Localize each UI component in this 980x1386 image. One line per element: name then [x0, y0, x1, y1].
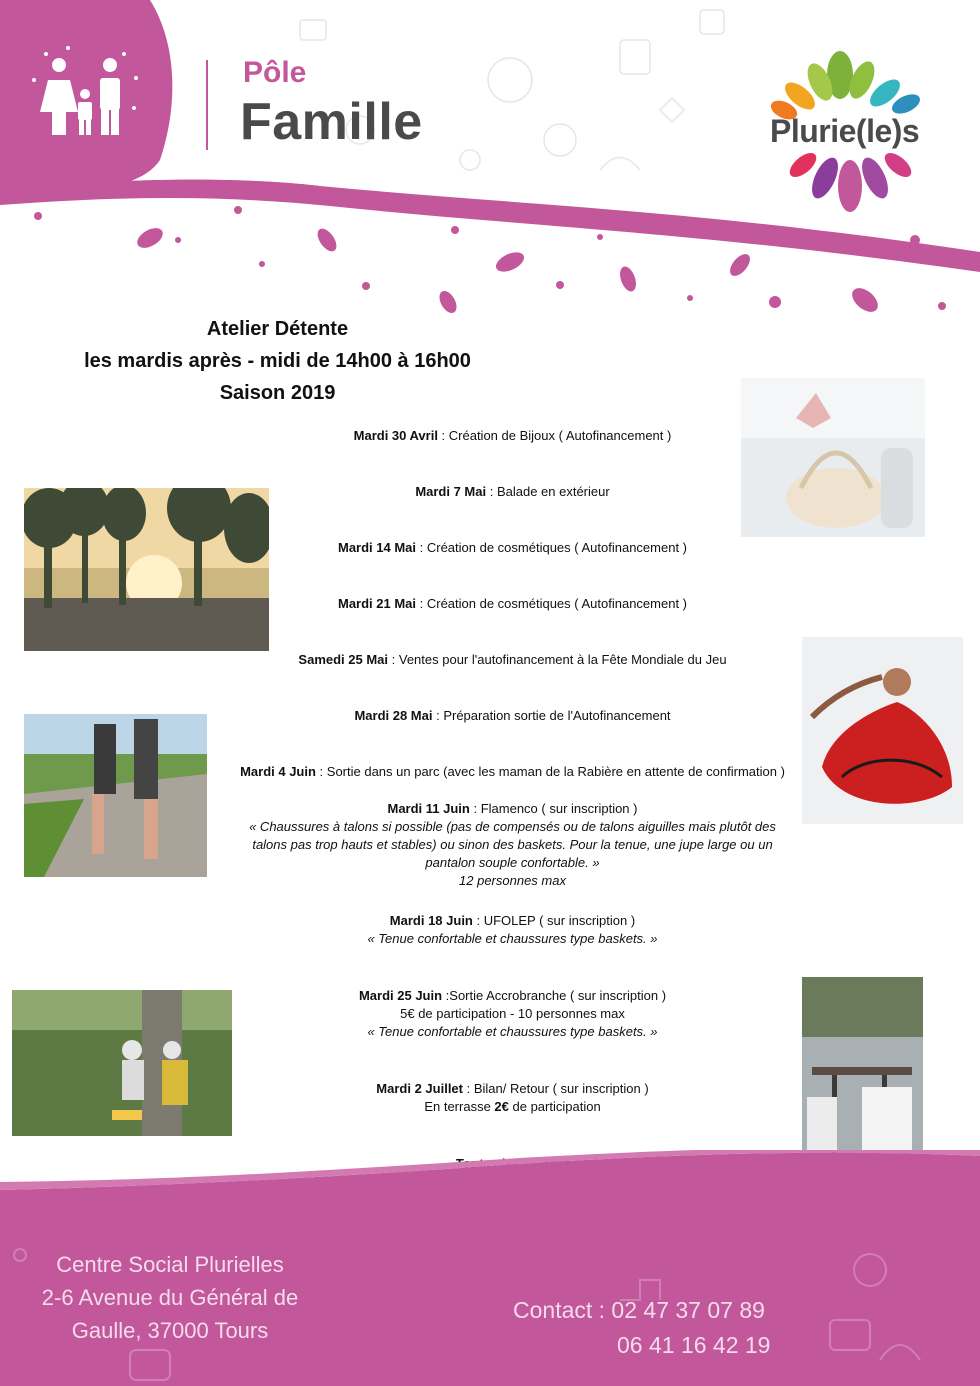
- address-line3: Gaulle, 37000 Tours: [71, 1318, 269, 1343]
- event-text: : Création de Bijoux ( Autofinancement ): [437, 428, 672, 443]
- event-item: [180, 651, 845, 669]
- event-text: : Sortie dans un parc (avec les maman de la Rabière en attente de confirmation ): [315, 764, 785, 779]
- contact-phone-1: Contact : 02 47 37 07 89: [513, 1297, 765, 1323]
- event-date: Mardi 28 Mai: [354, 708, 433, 723]
- event-item-accrobranche: [180, 987, 845, 1041]
- event-note: En terrasse 2€ de participation: [424, 1099, 601, 1114]
- title-line1: Atelier Détente: [206, 318, 349, 340]
- event-note: 12 personnes max: [459, 873, 566, 888]
- event-date: Samedi 25 Mai: [298, 652, 389, 667]
- event-item: [180, 539, 845, 557]
- event-item: [180, 427, 845, 445]
- event-date: Mardi 14 Mai: [337, 540, 417, 555]
- event-text: : Création de cosmétiques ( Autofinancement ): [416, 540, 687, 555]
- event-text: : Création de cosmétiques ( Autofinancement ): [416, 596, 687, 611]
- event-text: : Bilan/ Retour ( sur inscription ): [463, 1081, 649, 1096]
- event-date: Mardi 18 Juin: [389, 913, 473, 928]
- contact-phone-2: 06 41 16 42 19: [617, 1332, 771, 1358]
- event-date: Mardi 4 Juin: [240, 764, 316, 779]
- footer-address: [20, 1248, 320, 1347]
- event-date: Mardi 21 Mai: [337, 596, 417, 611]
- address-line2: 2-6 Avenue du Général de: [41, 1285, 299, 1310]
- event-text: :Sortie Accrobranche ( sur inscription ): [442, 988, 667, 1003]
- title-line2: les mardis après - midi de 14h00 à 16h00: [84, 350, 471, 372]
- event-date: Mardi 30 Avril: [353, 428, 438, 443]
- event-text: : Balade en extérieur: [486, 484, 610, 499]
- event-item-flamenco: [180, 800, 845, 890]
- event-note: « Tenue confortable et chaussures type baskets. »: [367, 931, 658, 946]
- event-text: : Flamenco ( sur inscription ): [469, 801, 638, 816]
- event-date: Mardi 2 Juillet: [376, 1081, 463, 1096]
- event-text: : Préparation sortie de l'Autofinancement: [432, 708, 671, 723]
- address-line1: Centre Social Plurielles: [56, 1252, 284, 1277]
- event-note: 5€ de participation - 10 personnes max: [400, 1006, 625, 1021]
- event-item: [180, 707, 845, 725]
- event-text: : Ventes pour l'autofinancement à la Fête Mondiale du Jeu: [388, 652, 727, 667]
- header-background: [0, 0, 980, 330]
- event-note: « Tenue confortable et chaussures type baskets. »: [367, 1024, 658, 1039]
- title-divider: [206, 60, 208, 150]
- event-text: : UFOLEP ( sur inscription ): [472, 913, 636, 928]
- basket-photo: [741, 378, 925, 537]
- plurielles-logo-text: Plurie(le)s: [770, 113, 920, 149]
- title-line3: Saison 2019: [219, 382, 336, 404]
- event-date: Mardi 7 Mai: [415, 484, 487, 499]
- event-item: [180, 483, 845, 501]
- event-note: « Chaussures à talons si possible (pas de compensés ou de talons aiguilles mais plutôt des: [249, 819, 776, 834]
- pole-label: Pôle: [243, 56, 307, 89]
- famille-label: Famille: [240, 93, 423, 151]
- event-item: [180, 763, 845, 781]
- event-item-ufolep: [180, 912, 845, 948]
- event-note: pantalon souple confortable. »: [425, 855, 600, 870]
- event-date: Mardi 25 Juin: [358, 988, 443, 1003]
- event-date: Mardi 11 Juin: [387, 801, 470, 816]
- event-item: [180, 595, 845, 613]
- event-note: talons pas trop hauts et stables) ou sinon des baskets. Pour la tenue, une jupe large ou un: [252, 837, 773, 852]
- park-sunset-photo: [24, 488, 269, 651]
- event-item-bilan: [180, 1080, 845, 1116]
